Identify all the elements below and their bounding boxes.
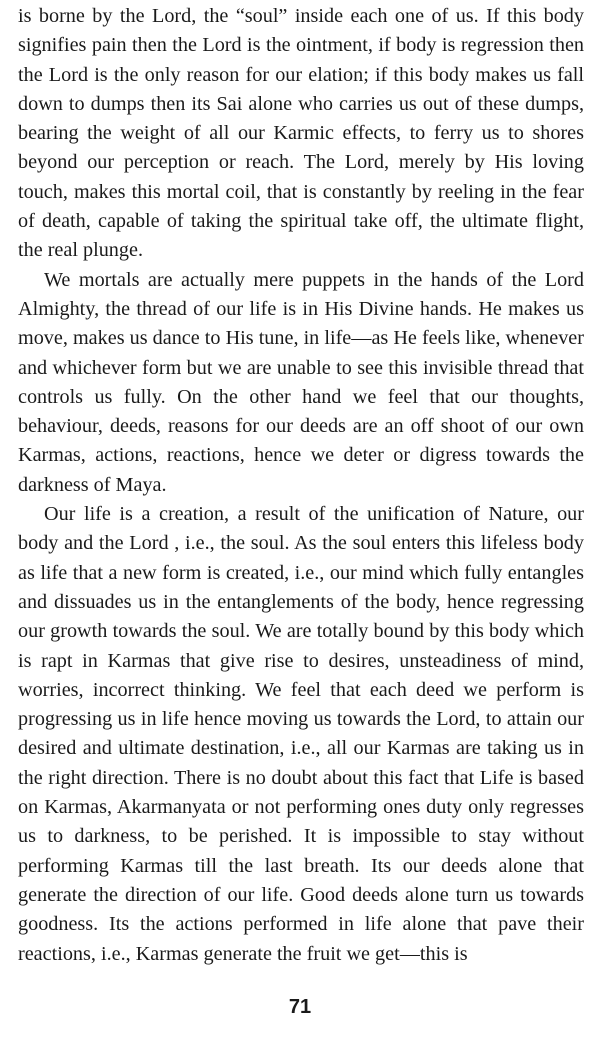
paragraph-puppets: We mortals are actually mere puppets in the hands of the Lord Almighty, the thread of our life is in His Divine hands. He makes us move, makes us dance to His tune, in life—as He feels like, whenever and whichever form but we are unable to see this invisible thread that controls us fully. On the other hand we feel that our thoughts, behaviour, deeds, reasons for our deeds are an off shoot of our own Karmas, actions, reactions, hence we deter or digress towards the darkness of Maya. bbox=[18, 268, 584, 496]
paragraph-continued: is borne by the Lord, the “soul” inside each one of us. If this body signifies pain then the Lord is the ointment, if body is regression then the Lord is the only reason for our elation; if this body makes us fall down to dumps then its Sai alone who carries us out of these dumps, bearing the weight of all our Karmic effects, to ferry us to shores beyond our perception or reach. The Lord, merely by His loving touch, makes this mortal coil, that is constantly by reeling in the fear of death, capable of taking the spiritual take off, the ultimate flight, the real plunge. bbox=[18, 5, 584, 262]
paragraph-creation: Our life is a creation, a result of the unification of Nature, our body and the Lord , i.e., the soul. As the soul enters this lifeless body as life that a new form is created, i.e., our mind which fully entangles and dissuades us in the entanglements of the body, hence regressing our growth towards the soul. We are totally bound by this body which is rapt in Karmas that give rise to desires, unsteadiness of mind, worries, incorrect thinking. We feel that each deed we perform is progressing us in life hence moving us towards the Lord, to attain our desired and ultimate destination, i.e., all our Karmas are taking us in the right direction. There is no doubt about this fact that Life is based on Karmas, Akarmanyata or not performing ones duty only regresses us to darkness, to be perished. It is impossible to stay without performing Karmas till the last breath. Its our deeds alone that generate the direction of our life. Good deeds alone turn us towards goodness. Its the actions performed in life alone that pave their reactions, i.e., Karmas generate the fruit we get—this is bbox=[18, 503, 584, 965]
page-body bbox=[18, 2, 584, 969]
page-number: 71 bbox=[288, 996, 312, 1018]
